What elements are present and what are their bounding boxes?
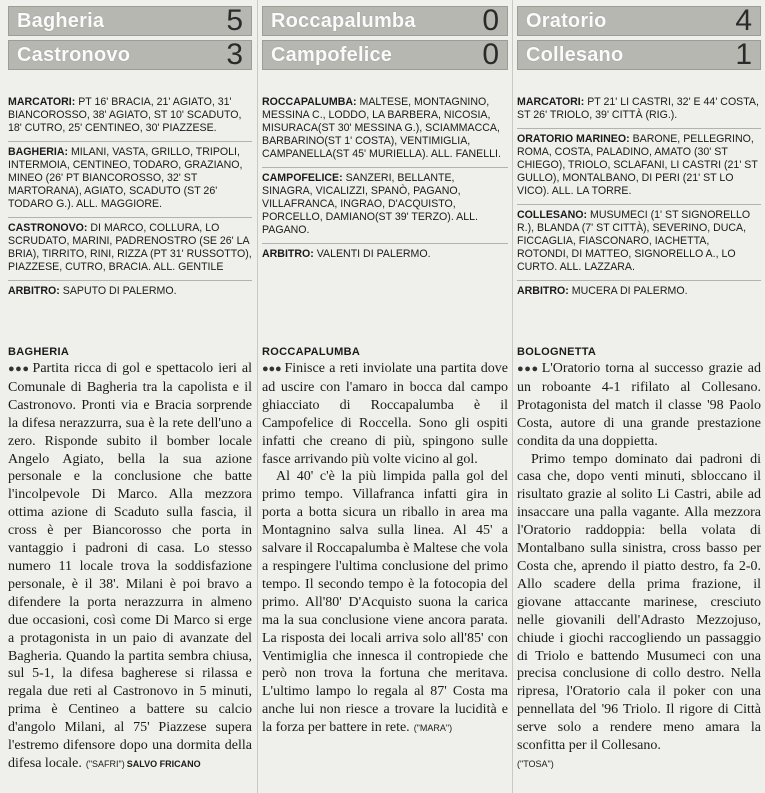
paragraph-text: Finisce a reti inviolate una partita dove ad uscire con l'amaro in bocca dal campo ghiacciato di Roccapalumba è il Campofelice di Roccella. Sono gli ospiti infatti che creano di più, spingono sulle fasce arrivando più volte vicino al gol. [262, 361, 509, 467]
info-text: SAPUTO DI PALERMO. [62, 285, 177, 297]
info-label: ORATORIO MARINEO: [517, 133, 630, 145]
home-team-name: Roccapalumba [271, 9, 416, 32]
report-signature: ("MARA") [413, 723, 453, 734]
column-divider [257, 0, 258, 793]
home-team-name: Bagheria [17, 9, 105, 32]
referee-block [517, 281, 761, 304]
report-author: SALVO FRICANO [126, 758, 201, 769]
report-paragraph [517, 451, 761, 755]
info-text: PT 21' LI CASTRI, 32' E 44' COSTA, ST 26' TRIOLO, 39' CITTÀ (RIG.). [517, 96, 759, 121]
match-report [8, 346, 252, 774]
referee-block [8, 281, 252, 304]
match-report [517, 346, 761, 774]
referee-block [262, 244, 508, 267]
report-paragraph [8, 360, 252, 774]
paragraph-text: L'Oratorio torna al successo grazie ad un roboante 4-1 rifilato al Collesano. Protagonista del match il classe '98 Paolo Costa, autore di una grande prestazione condita da una doppietta. [517, 361, 761, 449]
away-lineup-block [517, 205, 761, 281]
report-paragraph [262, 468, 508, 738]
info-text: MALTESE, MONTAGNINO, MESSINA C., LODDO, LA BARBERA, NICOSIA, MISURACA(ST 30' MESSINA G.), SCIAMMACCA, BARBARINO(ST 1' COSTA), VENTIMIGLIA, CAMPANELLA(ST 45' MURIELLA). ALL. FANELLI. [262, 96, 501, 160]
scorers-block [517, 92, 761, 129]
info-label: CAMPOFELICE: [262, 172, 343, 184]
match-report [262, 346, 508, 738]
paragraph-text: Al 40' c'è la più limpida palla gol del primo tempo. Villafranca infatti gira in porta a botta sicura un riballo in area ma Montagnino salva sulla linea. Al 45' a salvare il Roccapalumba è Maltese che vola a respingere l'ultima conclusione del primo tempo. Il secondo tempo è la fotocopia del primo. All'80' D'Acquisto suona la carica ma la sua conclusione viene ancora parata. La risposta dei locali arriva solo all'85' con Ventimiglia che innesca il contropiede che però non trova la fortuna che meritava. L'ultimo lampo lo regala al 87' Costa ma anche lui non riesce a trovare la lucidità e la forza per battere in rete. [262, 469, 508, 736]
match-info-box [262, 92, 508, 267]
report-signature: ("TOSA") [517, 758, 554, 769]
info-label: MARCATORI: [517, 96, 585, 108]
away-lineup-block [8, 218, 252, 281]
info-text: BARONE, PELLEGRINO, ROMA, COSTA, PALADINO, AMATO (30' ST CHIEGO), TRIOLO, SCLAFANI, LI CASTRI (21' ST GULLO), MONTALBANO, DI PERI (21' ST LO VICO). ALL. LA TORRE. [517, 133, 758, 197]
info-label: MARCATORI: [8, 96, 76, 108]
paragraph-text: Primo tempo dominato dai padroni di casa che, dopo venti minuti, sbloccano il risultato grazie al solito Li Castri, abile ad insaccare una palla vagante. Alla mezzora l'Oratorio raddoppia: bella volata di Montalbano sulla sinistra, cross basso per Costa che, aprendo il piatto destro, fa 2-0. Allo scadere della prima frazione, il giovane attaccante marinese, cresciuto nelle giovanili dell'Adrasto Mezzojuso, chiude i giochi raccogliendo un passaggio di Triolo e battendo Musumeci con una precisa conclusione di collo destro. Nella ripresa, l'Oratorio cala il poker con una pennellata del '96 Triolo. Il rigore di Città serve solo a rendere meno amara la sconfitta per il Collesano. [517, 451, 761, 754]
away-team-goals: 1 [735, 38, 752, 71]
info-text: MUCERA DI PALERMO. [571, 285, 688, 297]
info-label: ARBITRO: [262, 248, 314, 260]
report-paragraph [262, 360, 508, 468]
info-label: ROCCAPALUMBA: [262, 96, 357, 108]
report-paragraph [517, 360, 761, 451]
info-text: PT 16' BRACIA, 21' AGIATO, 31' BIANCOROSSO, 38' AGIATO, ST 10' SCADUTO, 18' CUTRO, 25' CENTINEO, 30' PIAZZESE. [8, 96, 242, 134]
home-score-bar [8, 6, 252, 36]
match-info-box [517, 92, 761, 304]
away-score-bar [517, 40, 761, 70]
report-body [8, 360, 252, 774]
lead-marker-icon: ●●● [262, 363, 282, 375]
away-lineup-block [262, 168, 508, 244]
home-team-goals: 5 [226, 4, 243, 37]
info-label: COLLESANO: [517, 209, 588, 221]
home-lineup-block [262, 92, 508, 168]
info-label: ARBITRO: [8, 285, 60, 297]
info-text: MILANI, VASTA, GRILLO, TRIPOLI, INTERMOIA, CENTINEO, TODARO, GRAZIANO, MINEO (26' PT BIANCOROSSO, 32' ST MARTORANA), AGIATO, SCADUTO (ST 26' TODARO G.). ALL. MAGGIORE. [8, 146, 243, 210]
report-dateline: BOLOGNETTA [517, 346, 597, 358]
info-text: DI MARCO, COLLURA, LO SCRUDATO, MARINI, PADRENOSTRO (SE 26' LA BRIA), TIRRITO, RINI, RIZZA (PT 31' RUSSOTTO), PIAZZESE, CUTRO, BRACIA. ALL. GENTILE [8, 222, 252, 273]
report-signature: ("SAFRI") [85, 758, 125, 769]
report-dateline: ROCCAPALUMBA [262, 346, 361, 358]
report-body [262, 360, 508, 738]
info-label: ARBITRO: [517, 285, 569, 297]
match-column-bagheria [8, 0, 252, 793]
away-team-name: Collesano [526, 43, 624, 66]
match-column-roccapalumba [262, 0, 508, 793]
home-lineup-block [8, 142, 252, 218]
match-info-box [8, 92, 252, 304]
info-label: CASTRONOVO: [8, 222, 88, 234]
lead-marker-icon: ●●● [8, 363, 30, 375]
away-team-name: Campofelice [271, 43, 393, 66]
column-divider [512, 0, 513, 793]
info-text: VALENTI DI PALERMO. [316, 248, 431, 260]
info-text: MUSUMECI (1' ST SIGNORELLO R.), BLANDA (7' ST CITTÀ), SEVERINO, DUCA, FICCAGLIA, FIASCONARO, IACHETTA, ROTONDI, DI MATTEO, SIGNORELLO A., LO CURTO. ALL. LAZZARA. [517, 209, 751, 273]
away-team-name: Castronovo [17, 43, 131, 66]
home-team-goals: 0 [482, 4, 499, 37]
report-body [517, 360, 761, 774]
home-score-bar [517, 6, 761, 36]
report-dateline: BAGHERIA [8, 346, 70, 358]
lead-marker-icon: ●●● [517, 363, 539, 375]
away-team-goals: 0 [482, 38, 499, 71]
away-team-goals: 3 [226, 38, 243, 71]
home-score-bar [262, 6, 508, 36]
away-score-bar [8, 40, 252, 70]
home-lineup-block [517, 129, 761, 205]
match-column-oratorio [517, 0, 761, 793]
away-score-bar [262, 40, 508, 70]
home-team-goals: 4 [735, 4, 752, 37]
home-team-name: Oratorio [526, 9, 607, 32]
paragraph-text: Partita ricca di gol e spettacolo ieri al Comunale di Bagheria tra la capolista e il Castronovo. Pronti via e Bracia sorprende la difesa nerazzurra, sua è la rete dell'uno a zero. Risponde subito il bomber locale Angelo Agiato, bella la sua azione personale e la conclusione che batte l'incolpevole Di Marco. Alla mezzora ottima azione di Scaduto sulla fascia, il cross è per Biancorosso che porta in vantaggio i padroni di casa. Lo stesso numero 11 locale trova la soddisfazione personale, è il 38'. Milani è poi bravo a difendere la porta nerazzurra in almeno due occasioni, così come Di Marco si erge a protagonista in un paio di avanzate del Bagheria. Quando la partita sembra chiusa, sul 5-1, la difesa bagherese si rilassa e regala due reti al Castronovo in 5 minuti, prima è Centineo a battere su calcio d'angolo Milani, al 75' Piazzese supera l'estremo difensore dopo una dormita della difesa locale. [8, 361, 252, 771]
report-paragraph [517, 755, 761, 774]
info-text: SANZERI, BELLANTE, SINAGRA, VICALIZZI, SPANÒ, PAGANO, VILLAFRANCA, INGRAO, D'ACQUISTO, PORCELLO, DAMIANO(ST 39' TERZO). ALL. PAGANO. [262, 172, 478, 236]
info-label: BAGHERIA: [8, 146, 69, 158]
scorers-block [8, 92, 252, 142]
